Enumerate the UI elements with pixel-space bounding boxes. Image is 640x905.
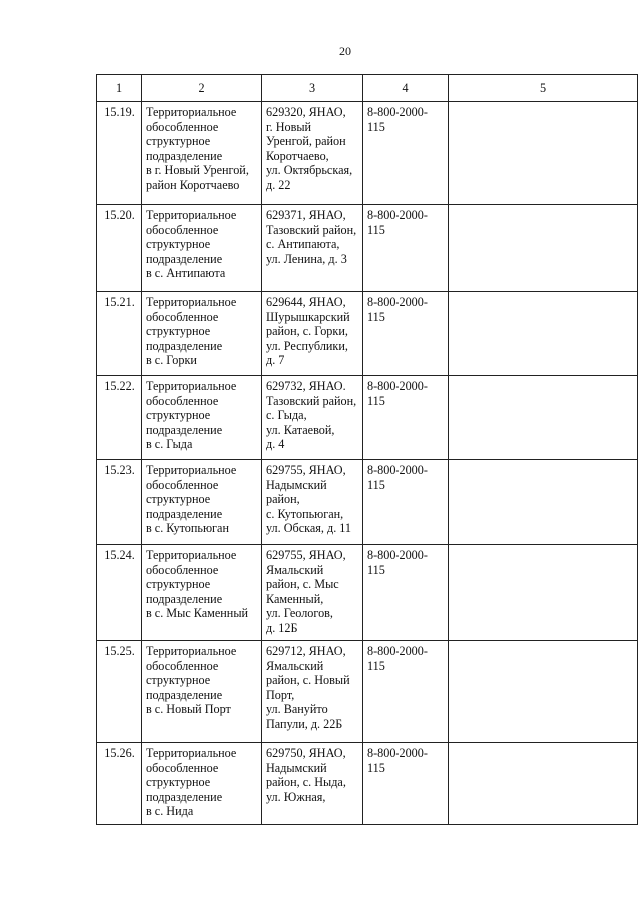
cell-line: Папули, д. 22Б: [266, 716, 343, 731]
cell-line: в с. Новый Порт: [146, 702, 231, 717]
cell-line: ул. Геологов,: [266, 606, 333, 621]
cell-line: обособленное: [146, 309, 219, 324]
cell-line: Территориальное: [146, 379, 237, 393]
cell-line: обособленное: [146, 760, 219, 775]
phone-cell: [363, 376, 449, 460]
cell-line: 8-800-2000-: [367, 295, 428, 309]
page-number: 20: [339, 44, 351, 58]
row-number-cell: 15.21.: [97, 292, 142, 376]
cell-line: в с. Нида: [146, 804, 194, 819]
cell-line: ул. Вануйто: [266, 702, 328, 717]
note-cell: [449, 743, 638, 825]
cell-line: 115: [367, 477, 385, 492]
cell-line: подразделение: [146, 148, 223, 163]
address-cell: [262, 641, 363, 743]
cell-line: структурное: [146, 408, 211, 423]
cell-line: в с. Антипаюта: [146, 266, 226, 281]
cell-line: ул. Южная,: [266, 789, 326, 804]
phone-cell: [363, 205, 449, 292]
column-header: 1: [97, 75, 142, 102]
address-cell: [262, 743, 363, 825]
cell-line: обособленное: [146, 119, 219, 134]
cell-line: Уренгой, район: [266, 134, 346, 149]
cell-line: Территориальное: [146, 105, 237, 119]
note-cell: [449, 292, 638, 376]
cell-line: структурное: [146, 673, 211, 688]
cell-line: обособленное: [146, 393, 219, 408]
cell-line: Каменный,: [266, 591, 324, 606]
cell-line: структурное: [146, 134, 211, 149]
cell-line: в с. Гыда: [146, 437, 193, 452]
row-number-cell: 15.23.: [97, 460, 142, 545]
cell-line: д. 7: [266, 353, 285, 368]
cell-line: д. 12Б: [266, 620, 298, 635]
cell-line: с. Кутопьюган,: [266, 506, 344, 521]
phone-cell: [363, 460, 449, 545]
cell-line: структурное: [146, 237, 211, 252]
note-cell: [449, 641, 638, 743]
address-cell: [262, 545, 363, 641]
cell-line: район, с. Ныда,: [266, 775, 346, 790]
cell-line: 629755, ЯНАО,: [266, 548, 346, 562]
cell-line: в с. Кутопьюган: [146, 521, 229, 536]
cell-line: обособленное: [146, 477, 219, 492]
offices-table: [96, 74, 638, 825]
cell-line: Шурышкарский: [266, 309, 350, 324]
address-cell: [262, 292, 363, 376]
table-row: [97, 743, 638, 825]
cell-line: подразделение: [146, 251, 223, 266]
cell-line: подразделение: [146, 506, 223, 521]
note-cell: [449, 205, 638, 292]
address-cell: [262, 376, 363, 460]
column-header: 2: [142, 75, 262, 102]
phone-cell: [363, 641, 449, 743]
table-row: [97, 376, 638, 460]
cell-line: 629712, ЯНАО,: [266, 644, 346, 658]
cell-line: 8-800-2000-: [367, 548, 428, 562]
phone-cell: [363, 102, 449, 205]
cell-line: 115: [367, 119, 385, 134]
cell-line: в с. Горки: [146, 353, 197, 368]
cell-line: 115: [367, 562, 385, 577]
cell-line: 629732, ЯНАО.: [266, 379, 346, 393]
cell-line: Территориальное: [146, 208, 237, 222]
cell-line: 8-800-2000-: [367, 208, 428, 222]
cell-line: 115: [367, 658, 385, 673]
row-number-cell: 15.24.: [97, 545, 142, 641]
cell-line: д. 4: [266, 437, 285, 452]
subdivision-name-cell: [142, 460, 262, 545]
phone-cell: [363, 743, 449, 825]
cell-line: район, с. Новый: [266, 673, 350, 688]
cell-line: 8-800-2000-: [367, 105, 428, 119]
cell-line: Надымский: [266, 760, 327, 775]
column-header: 5: [449, 75, 638, 102]
cell-line: Надымский: [266, 477, 327, 492]
cell-line: Ямальский: [266, 658, 324, 673]
address-cell: [262, 460, 363, 545]
cell-line: Территориальное: [146, 746, 237, 760]
cell-line: район, с. Мыс: [266, 577, 339, 592]
cell-line: 115: [367, 760, 385, 775]
cell-line: ул. Республики,: [266, 338, 348, 353]
column-header: 4: [363, 75, 449, 102]
row-number-cell: 15.26.: [97, 743, 142, 825]
cell-line: ул. Октябрьская,: [266, 163, 353, 178]
cell-line: 8-800-2000-: [367, 379, 428, 393]
cell-line: 8-800-2000-: [367, 644, 428, 658]
table-row: [97, 641, 638, 743]
cell-line: подразделение: [146, 591, 223, 606]
cell-line: с. Антипаюта,: [266, 237, 340, 252]
subdivision-name-cell: [142, 376, 262, 460]
cell-line: 8-800-2000-: [367, 463, 428, 477]
subdivision-name-cell: [142, 545, 262, 641]
row-number-cell: 15.20.: [97, 205, 142, 292]
cell-line: обособленное: [146, 222, 219, 237]
cell-line: подразделение: [146, 422, 223, 437]
cell-line: обособленное: [146, 658, 219, 673]
table-row: [97, 102, 638, 205]
note-cell: [449, 376, 638, 460]
table-row: [97, 460, 638, 545]
cell-line: 115: [367, 222, 385, 237]
cell-line: Территориальное: [146, 463, 237, 477]
cell-line: 8-800-2000-: [367, 746, 428, 760]
cell-line: структурное: [146, 492, 211, 507]
phone-cell: [363, 545, 449, 641]
cell-line: Ямальский: [266, 562, 324, 577]
cell-line: подразделение: [146, 687, 223, 702]
cell-line: структурное: [146, 775, 211, 790]
cell-line: в г. Новый Уренгой,: [146, 163, 249, 178]
cell-line: структурное: [146, 324, 211, 339]
cell-line: д. 22: [266, 177, 291, 192]
cell-line: Тазовский район,: [266, 222, 357, 237]
cell-line: Тазовский район,: [266, 393, 357, 408]
subdivision-name-cell: [142, 292, 262, 376]
note-cell: [449, 545, 638, 641]
row-number-cell: 15.22.: [97, 376, 142, 460]
cell-line: подразделение: [146, 789, 223, 804]
cell-line: г. Новый: [266, 119, 312, 134]
cell-line: Территориальное: [146, 295, 237, 309]
cell-line: район,: [266, 492, 300, 507]
cell-line: 629371, ЯНАО,: [266, 208, 346, 222]
cell-line: 115: [367, 393, 385, 408]
cell-line: ул. Катаевой,: [266, 422, 335, 437]
subdivision-name-cell: [142, 641, 262, 743]
row-number-cell: 15.19.: [97, 102, 142, 205]
table-row: [97, 545, 638, 641]
phone-cell: [363, 292, 449, 376]
row-number-cell: 15.25.: [97, 641, 142, 743]
cell-line: район Коротчаево: [146, 177, 240, 192]
table-row: [97, 292, 638, 376]
cell-line: ул. Обская, д. 11: [266, 521, 352, 536]
cell-line: Коротчаево,: [266, 148, 329, 163]
subdivision-name-cell: [142, 102, 262, 205]
cell-line: обособленное: [146, 562, 219, 577]
subdivision-name-cell: [142, 743, 262, 825]
cell-line: Порт,: [266, 687, 295, 702]
address-cell: [262, 205, 363, 292]
cell-line: Территориальное: [146, 644, 237, 658]
subdivision-name-cell: [142, 205, 262, 292]
address-cell: [262, 102, 363, 205]
note-cell: [449, 460, 638, 545]
table-header-row: [97, 75, 638, 102]
cell-line: 115: [367, 309, 385, 324]
cell-line: 629644, ЯНАО,: [266, 295, 346, 309]
cell-line: 629755, ЯНАО,: [266, 463, 346, 477]
cell-line: Территориальное: [146, 548, 237, 562]
table-row: [97, 205, 638, 292]
cell-line: структурное: [146, 577, 211, 592]
cell-line: в с. Мыс Каменный: [146, 606, 249, 621]
column-header: 3: [262, 75, 363, 102]
cell-line: ул. Ленина, д. 3: [266, 251, 347, 266]
cell-line: 629320, ЯНАО,: [266, 105, 346, 119]
note-cell: [449, 102, 638, 205]
cell-line: 629750, ЯНАО,: [266, 746, 346, 760]
cell-line: подразделение: [146, 338, 223, 353]
cell-line: район, с. Горки,: [266, 324, 348, 339]
cell-line: с. Гыда,: [266, 408, 307, 423]
